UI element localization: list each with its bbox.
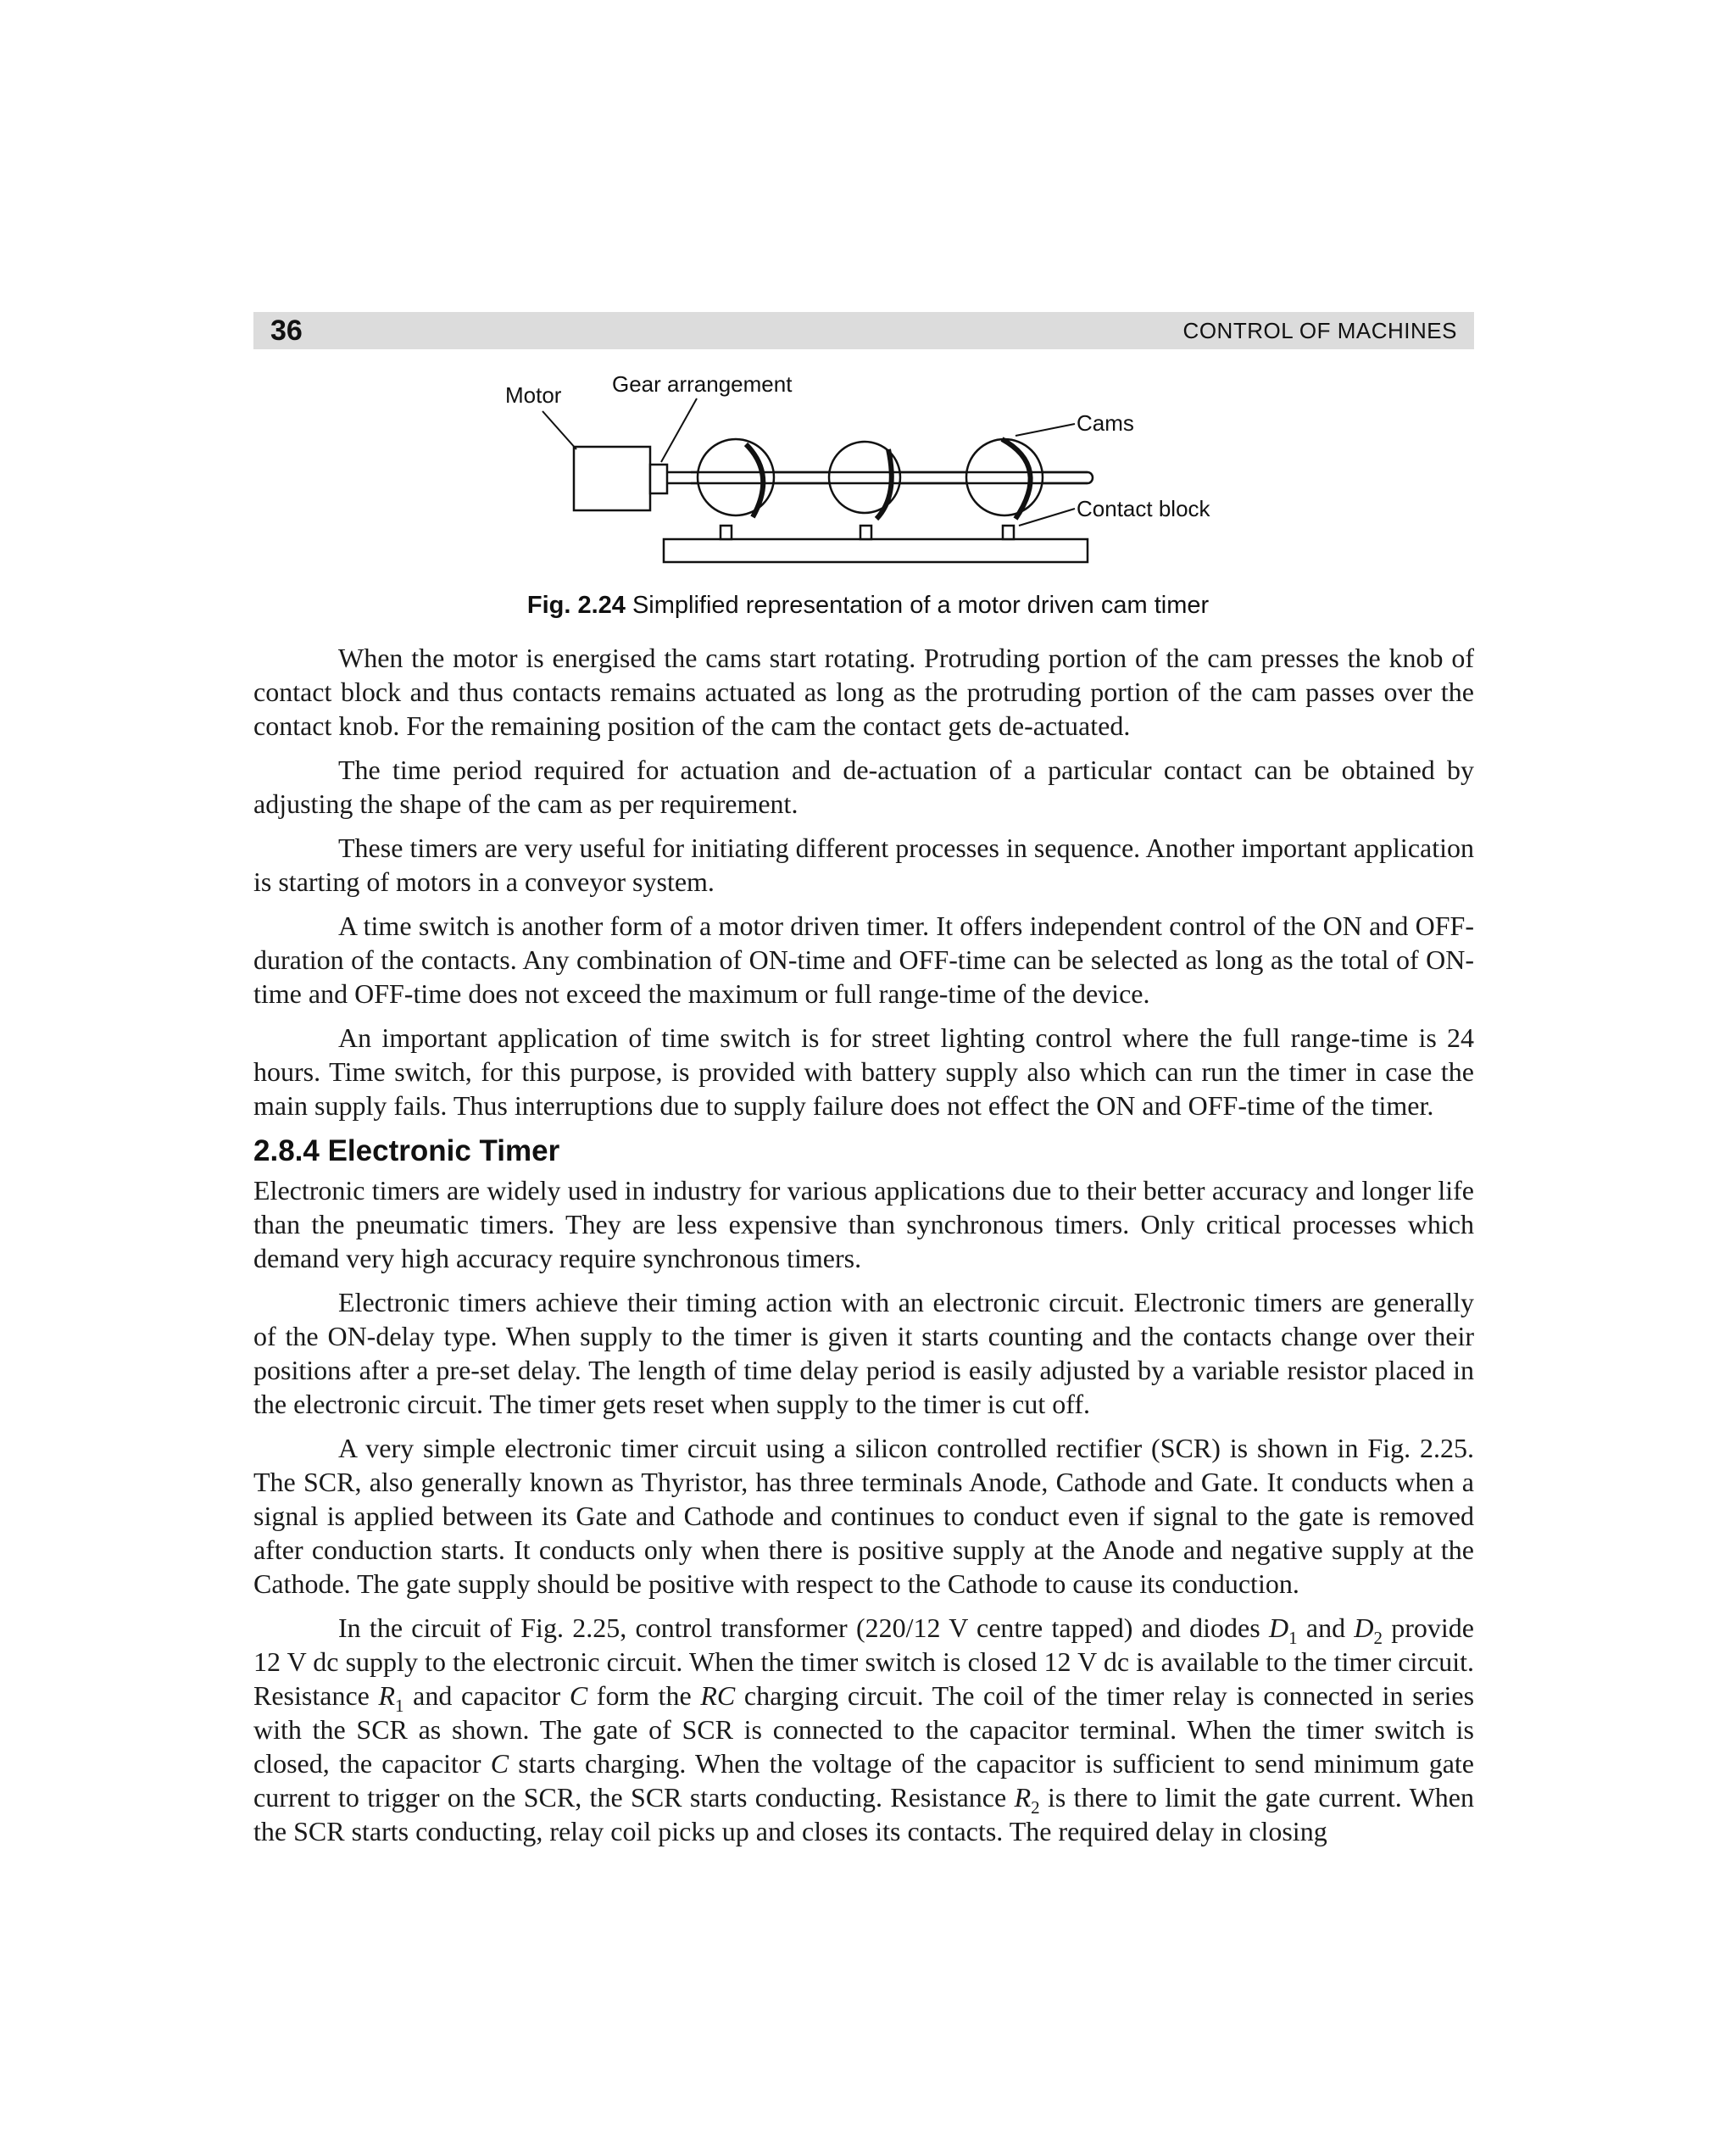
cams-label: Cams [1077, 410, 1134, 436]
paragraph-2: The time period required for actuation and de-actuation of a particular contact can be obtained by adjusting the shape of the cam as per requirement. [253, 755, 1474, 819]
figure-caption-text: Simplified representation of a motor driven cam timer [632, 592, 1210, 619]
motor-label: Motor [505, 382, 562, 408]
paragraph-1: When the motor is energised the cams start rotating. Protruding portion of the cam presses the knob of contact block and thus contacts remains actuated as long as the protruding portion of the cam passes over the contact knob. For the remaining position of the cam the contact gets de-actuated. [253, 643, 1474, 741]
page-number: 36 [270, 315, 303, 347]
paragraph-9: In the circuit of Fig. 2.25, control transformer (220/12 V centre tapped) and diodes $D_1$ and $D_2$ provide 12 V dc supply to the electronic circuit. When the timer switch is closed 12 V dc is available to the timer circuit. Resistance $R_1$ and capacitor C form the RC charging circuit. The coil of the timer relay is connected in series with the SCR as shown. The gate of SCR is connected to the capacitor terminal. When the timer switch is closed, the capacitor C starts charging. When the voltage of the capacitor is sufficient to send minimum gate current to trigger on the SCR, the SCR starts conducting. Resistance $R_2$ is there to limit the gate current. When the SCR starts conducting, relay coil picks up and closes its contacts. The required delay in closing [253, 1612, 1475, 1846]
paragraph-6: Electronic timers are widely used in industry for various applications due to their better accuracy and longer life than the pneumatic timers. They are less expensive than synchronous timers. Only critical processes which demand very high accuracy require synchronous timers. [253, 1175, 1474, 1273]
motor-body [574, 447, 650, 510]
paragraph-4: A time switch is another form of a motor driven timer. It offers independent control of the ON and OFF-duration of the contacts. Any combination of ON-time and OFF-time can be selected as long as the total of ON-time and OFF-time does not exceed the maximum or full range-time of the device. [253, 911, 1474, 1009]
running-head-title: CONTROL OF MACHINES [1182, 318, 1457, 343]
base-plate [664, 539, 1088, 562]
figure-number: Fig. 2.24 [526, 592, 626, 619]
paragraph-5: An important application of time switch is for street lighting control where the full range-time is 24 hours. Time switch, for this purpose, is provided with battery supply also which can run the timer in case the main supply fails. Thus interruptions due to supply failure does not effect the ON and OFF-time of the timer. [253, 1022, 1474, 1121]
cam-timer-diagram [0, 0, 1736, 644]
section-heading: 2.8.4 Electronic Timer [253, 1134, 560, 1167]
contact-knob-2 [860, 526, 871, 539]
contact-knob-1 [721, 526, 732, 539]
gear-leader [661, 398, 697, 462]
paragraph-8: A very simple electronic timer circuit using a silicon controlled rectifier (SCR) is shown in Fig. 2.25. The SCR, also generally known as Thyristor, has three terminals Anode, Cathode and Gate. It conducts when a signal is applied between its Gate and Cathode and continues to conduct even if signal to the gate is removed after conduction starts. It conducts only when there is positive supply at the Anode and negative supply at the Cathode. The gate supply should be positive with respect to the Cathode to cause its conduction. [253, 1433, 1474, 1599]
cam-timer-figure [0, 0, 1736, 644]
gear-stub [650, 465, 667, 493]
contact-block-leader [1019, 509, 1075, 526]
cams-leader [1015, 424, 1075, 436]
contact-block-label: Contact block [1077, 496, 1210, 521]
figure-caption [0, 592, 1736, 620]
paragraph-7: Electronic timers achieve their timing action with an electronic circuit. Electronic timers are generally of the ON-delay type. When supply to the timer is given it starts counting and the contacts change over their positions after a pre-set delay. The length of time delay period is easily adjusted by a variable resistor placed in the electronic circuit. The timer gets reset when supply to the timer is cut off. [253, 1287, 1474, 1419]
body-text [253, 641, 1474, 1858]
motor-leader [542, 411, 576, 449]
paragraph-3: These timers are very useful for initiating different processes in sequence. Another important application is starting of motors in a conveyor system. [253, 833, 1474, 897]
shaft-end [1088, 472, 1093, 483]
contact-knob-3 [1003, 526, 1014, 539]
gear-arrangement-label: Gear arrangement [612, 371, 793, 397]
